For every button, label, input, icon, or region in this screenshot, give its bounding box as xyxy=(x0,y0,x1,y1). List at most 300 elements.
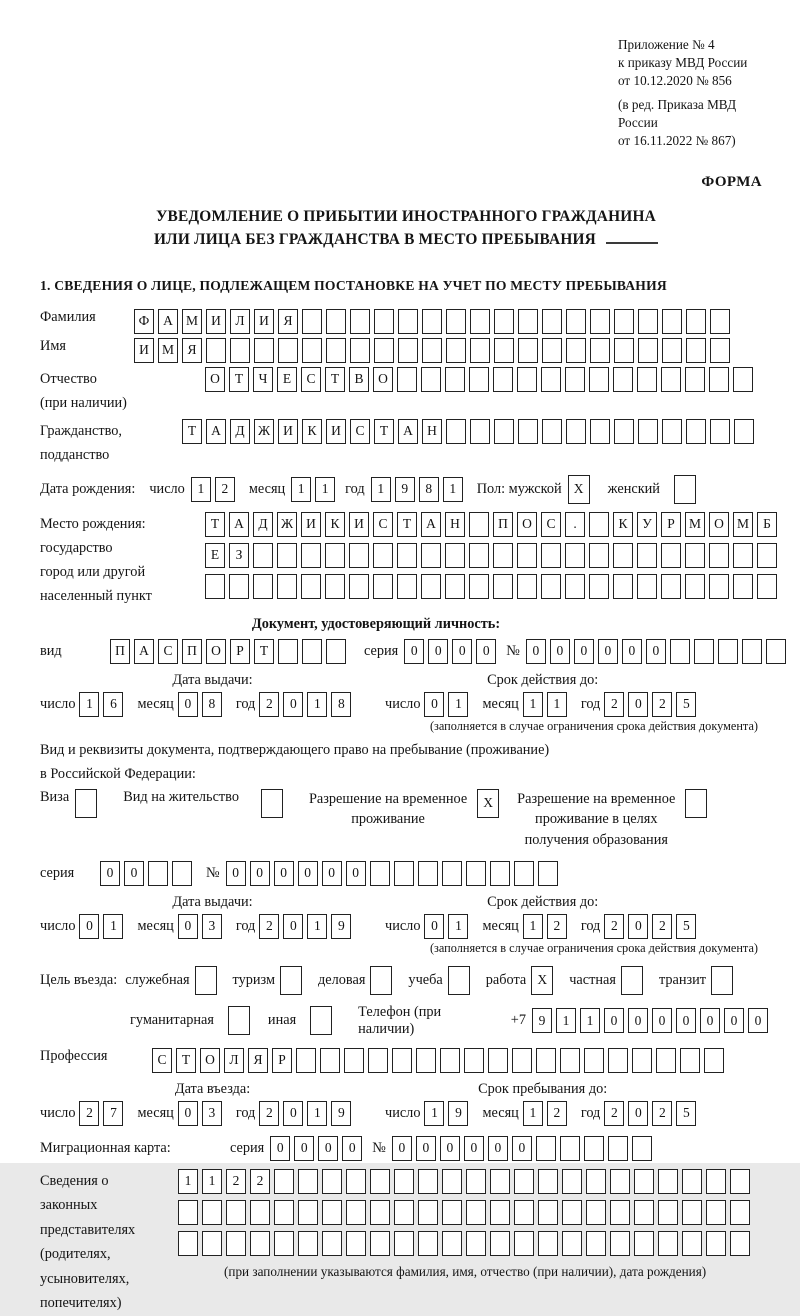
char-box[interactable]: В xyxy=(349,367,369,392)
char-box[interactable] xyxy=(422,338,442,363)
char-box[interactable] xyxy=(536,1048,556,1073)
char-box[interactable] xyxy=(538,861,558,886)
char-box[interactable] xyxy=(421,543,441,568)
char-box[interactable] xyxy=(674,475,696,504)
char-box[interactable] xyxy=(517,543,537,568)
char-box[interactable]: 0 xyxy=(416,1136,436,1161)
char-box[interactable]: Ж xyxy=(254,419,274,444)
char-box[interactable] xyxy=(518,338,538,363)
char-box[interactable] xyxy=(442,1169,462,1194)
char-box[interactable] xyxy=(662,309,682,334)
char-box[interactable]: 5 xyxy=(676,914,696,939)
char-box[interactable] xyxy=(368,1048,388,1073)
char-box[interactable] xyxy=(560,1048,580,1073)
char-box[interactable] xyxy=(614,419,634,444)
char-box[interactable] xyxy=(637,367,657,392)
char-box[interactable] xyxy=(682,1169,702,1194)
char-box[interactable] xyxy=(517,367,537,392)
char-box[interactable] xyxy=(766,639,786,664)
char-box[interactable] xyxy=(206,338,226,363)
char-box[interactable] xyxy=(442,861,462,886)
char-box[interactable] xyxy=(658,1200,678,1225)
char-box[interactable] xyxy=(416,1048,436,1073)
char-box[interactable] xyxy=(542,309,562,334)
char-box[interactable] xyxy=(298,1169,318,1194)
char-box[interactable]: М xyxy=(733,512,753,537)
char-box[interactable]: Я xyxy=(278,309,298,334)
char-box[interactable] xyxy=(730,1231,750,1256)
char-box[interactable]: И xyxy=(206,309,226,334)
char-box[interactable] xyxy=(538,1169,558,1194)
char-box[interactable] xyxy=(586,1169,606,1194)
char-box[interactable]: З xyxy=(229,543,249,568)
char-box[interactable] xyxy=(621,966,643,995)
char-box[interactable] xyxy=(670,639,690,664)
char-box[interactable]: 0 xyxy=(748,1008,768,1033)
char-box[interactable] xyxy=(466,1200,486,1225)
char-box[interactable] xyxy=(685,367,705,392)
char-box[interactable]: 0 xyxy=(628,1101,648,1126)
char-box[interactable]: Д xyxy=(253,512,273,537)
char-box[interactable] xyxy=(325,543,345,568)
char-box[interactable] xyxy=(418,1200,438,1225)
char-box[interactable]: 1 xyxy=(291,477,311,502)
char-box[interactable]: 0 xyxy=(488,1136,508,1161)
char-box[interactable] xyxy=(514,1200,534,1225)
char-box[interactable] xyxy=(394,1200,414,1225)
char-box[interactable] xyxy=(254,338,274,363)
char-box[interactable] xyxy=(172,861,192,886)
char-box[interactable] xyxy=(302,639,322,664)
char-box[interactable]: 0 xyxy=(574,639,594,664)
char-box[interactable]: Т xyxy=(229,367,249,392)
char-box[interactable]: И xyxy=(349,512,369,537)
char-box[interactable] xyxy=(710,309,730,334)
char-box[interactable]: 1 xyxy=(424,1101,444,1126)
char-box[interactable]: И xyxy=(301,512,321,537)
char-box[interactable] xyxy=(613,367,633,392)
char-box[interactable]: 8 xyxy=(419,477,439,502)
char-box[interactable]: 1 xyxy=(448,914,468,939)
char-box[interactable] xyxy=(542,419,562,444)
char-box[interactable]: 2 xyxy=(604,692,624,717)
char-box[interactable] xyxy=(661,543,681,568)
char-box[interactable] xyxy=(514,861,534,886)
char-box[interactable]: 1 xyxy=(79,692,99,717)
char-box[interactable] xyxy=(301,574,321,599)
char-box[interactable]: 0 xyxy=(428,639,448,664)
char-box[interactable]: 3 xyxy=(202,914,222,939)
char-box[interactable]: 0 xyxy=(464,1136,484,1161)
char-box[interactable]: М xyxy=(182,309,202,334)
char-box[interactable] xyxy=(518,309,538,334)
char-box[interactable] xyxy=(634,1231,654,1256)
char-box[interactable]: 0 xyxy=(322,861,342,886)
char-box[interactable] xyxy=(374,309,394,334)
char-box[interactable] xyxy=(397,543,417,568)
char-box[interactable]: Т xyxy=(254,639,274,664)
char-box[interactable] xyxy=(326,639,346,664)
char-box[interactable] xyxy=(470,338,490,363)
char-box[interactable]: Я xyxy=(182,338,202,363)
char-box[interactable] xyxy=(565,574,585,599)
char-box[interactable]: О xyxy=(200,1048,220,1073)
char-box[interactable]: Т xyxy=(205,512,225,537)
char-box[interactable]: 0 xyxy=(298,861,318,886)
char-box[interactable] xyxy=(370,966,392,995)
char-box[interactable] xyxy=(560,1136,580,1161)
char-box[interactable] xyxy=(226,1231,246,1256)
char-box[interactable] xyxy=(661,367,681,392)
char-box[interactable] xyxy=(148,861,168,886)
char-box[interactable] xyxy=(709,367,729,392)
char-box[interactable] xyxy=(202,1231,222,1256)
char-box[interactable] xyxy=(638,309,658,334)
char-box[interactable]: А xyxy=(206,419,226,444)
char-box[interactable] xyxy=(682,1200,702,1225)
char-box[interactable] xyxy=(608,1136,628,1161)
char-box[interactable] xyxy=(586,1200,606,1225)
char-box[interactable]: 0 xyxy=(424,692,444,717)
char-box[interactable]: 0 xyxy=(294,1136,314,1161)
char-box[interactable]: 1 xyxy=(448,692,468,717)
char-box[interactable]: С xyxy=(350,419,370,444)
char-box[interactable]: 0 xyxy=(274,861,294,886)
char-box[interactable] xyxy=(490,1231,510,1256)
char-box[interactable] xyxy=(278,639,298,664)
char-box[interactable]: 0 xyxy=(628,692,648,717)
char-box[interactable] xyxy=(685,789,707,818)
char-box[interactable]: Т xyxy=(176,1048,196,1073)
char-box[interactable]: С xyxy=(152,1048,172,1073)
char-box[interactable] xyxy=(565,367,585,392)
char-box[interactable]: 2 xyxy=(226,1169,246,1194)
char-box[interactable]: 2 xyxy=(652,692,672,717)
char-box[interactable]: У xyxy=(637,512,657,537)
char-box[interactable]: 9 xyxy=(448,1101,468,1126)
char-box[interactable]: 1 xyxy=(202,1169,222,1194)
char-box[interactable] xyxy=(469,543,489,568)
char-box[interactable] xyxy=(610,1200,630,1225)
char-box[interactable]: И xyxy=(134,338,154,363)
char-box[interactable] xyxy=(517,574,537,599)
char-box[interactable]: 9 xyxy=(395,477,415,502)
char-box[interactable]: Л xyxy=(230,309,250,334)
char-box[interactable]: 0 xyxy=(404,639,424,664)
char-box[interactable]: 0 xyxy=(100,861,120,886)
char-box[interactable]: 0 xyxy=(512,1136,532,1161)
char-box[interactable] xyxy=(562,1169,582,1194)
char-box[interactable]: 0 xyxy=(424,914,444,939)
char-box[interactable] xyxy=(346,1169,366,1194)
char-box[interactable] xyxy=(586,1231,606,1256)
char-box[interactable]: 1 xyxy=(307,692,327,717)
char-box[interactable] xyxy=(298,1200,318,1225)
char-box[interactable]: 6 xyxy=(103,692,123,717)
char-box[interactable] xyxy=(757,543,777,568)
char-box[interactable] xyxy=(590,309,610,334)
char-box[interactable] xyxy=(494,419,514,444)
char-box[interactable] xyxy=(656,1048,676,1073)
char-box[interactable] xyxy=(394,1231,414,1256)
char-box[interactable] xyxy=(350,338,370,363)
char-box[interactable]: 0 xyxy=(346,861,366,886)
char-box[interactable] xyxy=(445,574,465,599)
char-box[interactable] xyxy=(730,1200,750,1225)
char-box[interactable] xyxy=(253,574,273,599)
char-box[interactable] xyxy=(538,1200,558,1225)
char-box[interactable] xyxy=(704,1048,724,1073)
char-box[interactable] xyxy=(397,367,417,392)
char-box[interactable]: X xyxy=(477,789,499,818)
char-box[interactable] xyxy=(706,1169,726,1194)
char-box[interactable] xyxy=(589,574,609,599)
char-box[interactable] xyxy=(733,574,753,599)
char-box[interactable]: Н xyxy=(422,419,442,444)
char-box[interactable]: Ж xyxy=(277,512,297,537)
char-box[interactable]: О xyxy=(709,512,729,537)
char-box[interactable] xyxy=(349,543,369,568)
char-box[interactable]: С xyxy=(158,639,178,664)
char-box[interactable] xyxy=(322,1231,342,1256)
char-box[interactable] xyxy=(310,1006,332,1035)
char-box[interactable]: 0 xyxy=(392,1136,412,1161)
char-box[interactable]: 0 xyxy=(79,914,99,939)
char-box[interactable]: 0 xyxy=(700,1008,720,1033)
char-box[interactable]: 7 xyxy=(103,1101,123,1126)
char-box[interactable]: 9 xyxy=(331,1101,351,1126)
char-box[interactable] xyxy=(370,1231,390,1256)
char-box[interactable] xyxy=(682,1231,702,1256)
char-box[interactable]: О xyxy=(517,512,537,537)
char-box[interactable] xyxy=(494,338,514,363)
char-box[interactable] xyxy=(542,338,562,363)
char-box[interactable]: 0 xyxy=(226,861,246,886)
char-box[interactable]: Т xyxy=(397,512,417,537)
char-box[interactable] xyxy=(466,1169,486,1194)
char-box[interactable]: 0 xyxy=(270,1136,290,1161)
char-box[interactable] xyxy=(661,574,681,599)
char-box[interactable] xyxy=(490,861,510,886)
char-box[interactable]: К xyxy=(302,419,322,444)
char-box[interactable] xyxy=(250,1231,270,1256)
char-box[interactable]: 8 xyxy=(202,692,222,717)
char-box[interactable]: 0 xyxy=(628,914,648,939)
char-box[interactable] xyxy=(274,1200,294,1225)
char-box[interactable]: 0 xyxy=(440,1136,460,1161)
char-box[interactable]: А xyxy=(398,419,418,444)
char-box[interactable]: С xyxy=(301,367,321,392)
char-box[interactable] xyxy=(253,543,273,568)
char-box[interactable]: 2 xyxy=(547,914,567,939)
char-box[interactable] xyxy=(470,309,490,334)
char-box[interactable]: 0 xyxy=(476,639,496,664)
char-box[interactable] xyxy=(322,1169,342,1194)
char-box[interactable]: Д xyxy=(230,419,250,444)
char-box[interactable] xyxy=(397,574,417,599)
char-box[interactable]: Т xyxy=(182,419,202,444)
char-box[interactable] xyxy=(565,543,585,568)
char-box[interactable]: А xyxy=(421,512,441,537)
char-box[interactable] xyxy=(686,338,706,363)
char-box[interactable] xyxy=(280,966,302,995)
char-box[interactable]: О xyxy=(373,367,393,392)
char-box[interactable]: М xyxy=(158,338,178,363)
char-box[interactable] xyxy=(685,543,705,568)
char-box[interactable] xyxy=(350,309,370,334)
char-box[interactable] xyxy=(634,1200,654,1225)
char-box[interactable]: 1 xyxy=(580,1008,600,1033)
char-box[interactable]: 1 xyxy=(556,1008,576,1033)
char-box[interactable] xyxy=(446,338,466,363)
char-box[interactable]: 0 xyxy=(318,1136,338,1161)
char-box[interactable] xyxy=(589,367,609,392)
char-box[interactable]: 9 xyxy=(331,914,351,939)
char-box[interactable]: 0 xyxy=(342,1136,362,1161)
char-box[interactable]: 2 xyxy=(79,1101,99,1126)
char-box[interactable]: 0 xyxy=(178,914,198,939)
char-box[interactable] xyxy=(374,338,394,363)
char-box[interactable] xyxy=(589,512,609,537)
char-box[interactable] xyxy=(325,574,345,599)
char-box[interactable]: 5 xyxy=(676,692,696,717)
char-box[interactable] xyxy=(302,309,322,334)
char-box[interactable] xyxy=(322,1200,342,1225)
char-box[interactable] xyxy=(541,574,561,599)
char-box[interactable] xyxy=(469,512,489,537)
char-box[interactable] xyxy=(512,1048,532,1073)
char-box[interactable] xyxy=(610,1231,630,1256)
char-box[interactable] xyxy=(370,1169,390,1194)
char-box[interactable] xyxy=(562,1231,582,1256)
char-box[interactable] xyxy=(446,309,466,334)
char-box[interactable] xyxy=(493,367,513,392)
char-box[interactable] xyxy=(662,338,682,363)
char-box[interactable]: 2 xyxy=(250,1169,270,1194)
char-box[interactable]: Ч xyxy=(253,367,273,392)
char-box[interactable]: 2 xyxy=(215,477,235,502)
char-box[interactable] xyxy=(302,338,322,363)
char-box[interactable] xyxy=(710,338,730,363)
char-box[interactable]: Р xyxy=(272,1048,292,1073)
char-box[interactable] xyxy=(370,861,390,886)
char-box[interactable]: А xyxy=(229,512,249,537)
char-box[interactable] xyxy=(394,1169,414,1194)
char-box[interactable] xyxy=(346,1200,366,1225)
char-box[interactable] xyxy=(686,419,706,444)
char-box[interactable]: 2 xyxy=(604,914,624,939)
char-box[interactable] xyxy=(373,574,393,599)
char-box[interactable] xyxy=(442,1200,462,1225)
char-box[interactable] xyxy=(733,543,753,568)
char-box[interactable] xyxy=(421,574,441,599)
char-box[interactable]: 1 xyxy=(443,477,463,502)
char-box[interactable] xyxy=(536,1136,556,1161)
char-box[interactable] xyxy=(590,419,610,444)
char-box[interactable] xyxy=(589,543,609,568)
char-box[interactable] xyxy=(202,1200,222,1225)
char-box[interactable] xyxy=(694,639,714,664)
char-box[interactable] xyxy=(195,966,217,995)
char-box[interactable]: С xyxy=(541,512,561,537)
char-box[interactable] xyxy=(685,574,705,599)
char-box[interactable]: 1 xyxy=(547,692,567,717)
char-box[interactable] xyxy=(493,574,513,599)
char-box[interactable] xyxy=(584,1048,604,1073)
char-box[interactable] xyxy=(445,367,465,392)
char-box[interactable] xyxy=(608,1048,628,1073)
char-box[interactable]: 0 xyxy=(676,1008,696,1033)
char-box[interactable] xyxy=(742,639,762,664)
char-box[interactable]: П xyxy=(493,512,513,537)
char-box[interactable]: 2 xyxy=(652,1101,672,1126)
char-box[interactable] xyxy=(229,574,249,599)
char-box[interactable] xyxy=(514,1169,534,1194)
char-box[interactable]: 0 xyxy=(283,1101,303,1126)
char-box[interactable] xyxy=(75,789,97,818)
char-box[interactable] xyxy=(757,574,777,599)
char-box[interactable] xyxy=(178,1231,198,1256)
char-box[interactable] xyxy=(440,1048,460,1073)
char-box[interactable] xyxy=(418,861,438,886)
char-box[interactable] xyxy=(296,1048,316,1073)
char-box[interactable] xyxy=(466,861,486,886)
char-box[interactable] xyxy=(490,1200,510,1225)
char-box[interactable]: 1 xyxy=(103,914,123,939)
char-box[interactable]: 1 xyxy=(523,692,543,717)
char-box[interactable] xyxy=(706,1231,726,1256)
char-box[interactable]: X xyxy=(531,966,553,995)
char-box[interactable] xyxy=(494,309,514,334)
char-box[interactable]: 1 xyxy=(307,1101,327,1126)
char-box[interactable]: 9 xyxy=(532,1008,552,1033)
char-box[interactable]: 0 xyxy=(124,861,144,886)
char-box[interactable] xyxy=(261,789,283,818)
char-box[interactable]: 2 xyxy=(652,914,672,939)
char-box[interactable] xyxy=(250,1200,270,1225)
char-box[interactable] xyxy=(349,574,369,599)
char-box[interactable] xyxy=(446,419,466,444)
char-box[interactable]: О xyxy=(205,367,225,392)
char-box[interactable] xyxy=(421,367,441,392)
char-box[interactable] xyxy=(418,1169,438,1194)
char-box[interactable] xyxy=(470,419,490,444)
char-box[interactable]: 2 xyxy=(259,914,279,939)
char-box[interactable]: 0 xyxy=(452,639,472,664)
char-box[interactable] xyxy=(638,338,658,363)
char-box[interactable] xyxy=(541,543,561,568)
char-box[interactable] xyxy=(346,1231,366,1256)
char-box[interactable] xyxy=(734,419,754,444)
char-box[interactable] xyxy=(613,574,633,599)
char-box[interactable]: Л xyxy=(224,1048,244,1073)
char-box[interactable] xyxy=(490,1169,510,1194)
char-box[interactable] xyxy=(464,1048,484,1073)
char-box[interactable]: 1 xyxy=(307,914,327,939)
char-box[interactable]: 0 xyxy=(526,639,546,664)
char-box[interactable]: А xyxy=(158,309,178,334)
char-box[interactable]: Р xyxy=(230,639,250,664)
char-box[interactable]: 0 xyxy=(724,1008,744,1033)
char-box[interactable] xyxy=(614,338,634,363)
char-box[interactable]: 3 xyxy=(202,1101,222,1126)
char-box[interactable] xyxy=(422,309,442,334)
char-box[interactable] xyxy=(274,1231,294,1256)
char-box[interactable] xyxy=(488,1048,508,1073)
char-box[interactable]: 2 xyxy=(547,1101,567,1126)
char-box[interactable] xyxy=(566,419,586,444)
char-box[interactable]: 1 xyxy=(523,914,543,939)
